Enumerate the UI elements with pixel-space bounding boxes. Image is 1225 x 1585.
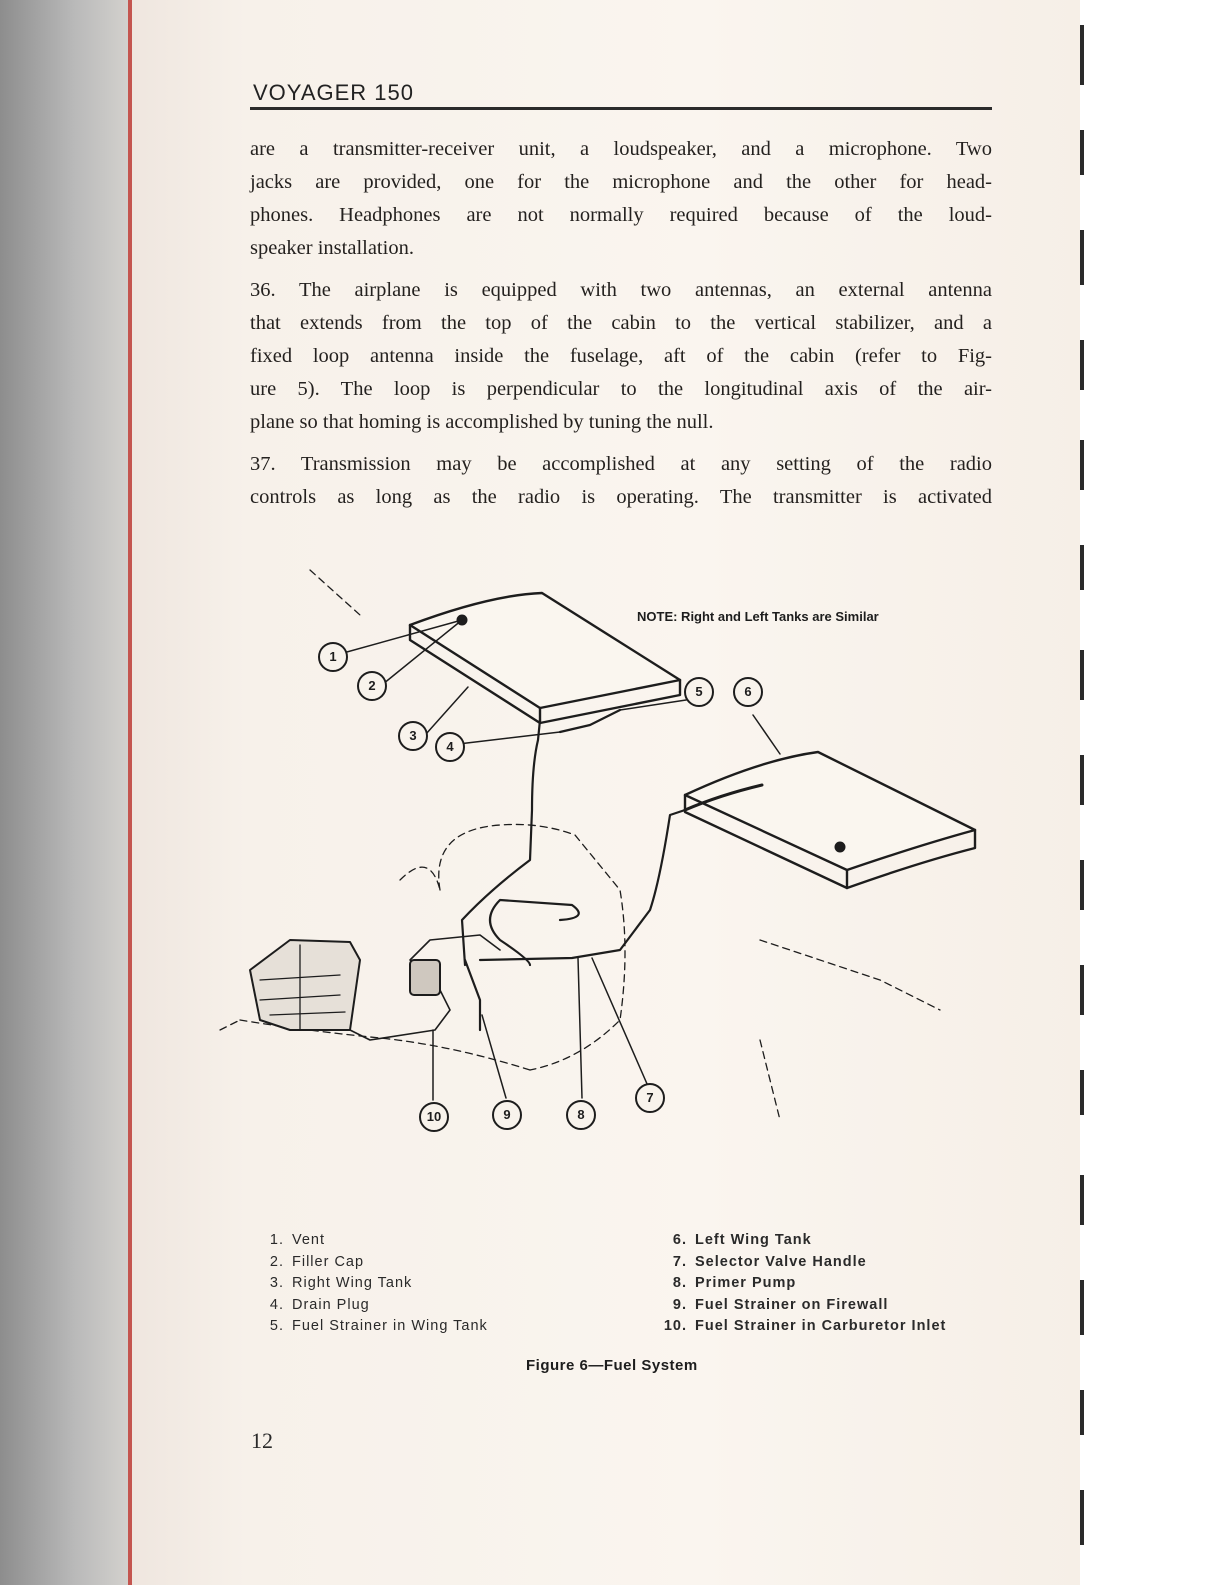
page-shadow — [0, 0, 135, 1585]
fuel-system-figure — [200, 560, 1000, 1150]
fuel-lines — [462, 710, 685, 1030]
callout-9: 9 — [492, 1100, 522, 1130]
text-line: controls as long as the radio is operating. The transmitter is activated — [250, 486, 992, 508]
legend-left — [260, 1230, 488, 1338]
text-line: jacks are provided, one for the microphone and the other for head- — [250, 171, 992, 193]
header-rule — [250, 107, 992, 110]
paragraph-36 — [250, 274, 992, 439]
callout-3: 3 — [398, 721, 428, 751]
text-line: ure 5). The loop is perpendicular to the longitudinal axis of the air- — [250, 378, 992, 400]
callout-2: 2 — [357, 671, 387, 701]
running-header: VOYAGER 150 — [253, 80, 414, 105]
engine — [250, 935, 500, 1040]
binding-mark — [1080, 1390, 1084, 1435]
paragraph-radio-equipment — [250, 133, 992, 265]
text-line: are a transmitter-receiver unit, a loudspeaker, and a microphone. Two — [250, 138, 992, 160]
legend-right — [663, 1230, 946, 1338]
page-number: 12 — [251, 1428, 273, 1453]
binding-mark — [1080, 1070, 1084, 1115]
legend-item: 8. Primer Pump — [672, 1275, 797, 1291]
text-line: 37. Transmission may be accomplished at any setting of the radio — [250, 453, 992, 475]
text-line: 36. The airplane is equipped with two antennas, an external antenna — [250, 279, 992, 301]
binding-mark — [1080, 545, 1084, 590]
callout-10: 10 — [419, 1102, 449, 1132]
figure-caption: Figure 6—Fuel System — [526, 1357, 698, 1374]
binding-mark — [1080, 25, 1084, 85]
left-wing-tank — [685, 752, 975, 888]
right-margin — [1080, 0, 1225, 1585]
legend-item: 9. Fuel Strainer on Firewall — [672, 1296, 889, 1313]
legend-item: 2. Filler Cap — [269, 1253, 365, 1270]
binding-mark — [1080, 860, 1084, 910]
binding-mark — [1080, 230, 1084, 285]
binding-mark — [1080, 1280, 1084, 1335]
binding-mark — [1080, 965, 1084, 1015]
binding-mark — [1080, 340, 1084, 390]
figure-note: NOTE: Right and Left Tanks are Similar — [637, 609, 879, 624]
callout-7: 7 — [635, 1083, 665, 1113]
text-line: that extends from the top of the cabin to the vertical stabilizer, and a — [250, 312, 992, 334]
binding-mark — [1080, 1175, 1084, 1225]
binding-mark — [1080, 755, 1084, 805]
legend-item: 10. Fuel Strainer in Carburetor Inlet — [663, 1318, 947, 1334]
callout-1: 1 — [318, 642, 348, 672]
binding-mark — [1080, 130, 1084, 175]
binding-mark — [1080, 1490, 1084, 1545]
text-line: speaker installation. — [250, 237, 414, 259]
callout-8: 8 — [566, 1100, 596, 1130]
callout-6: 6 — [733, 677, 763, 707]
binding-mark — [1080, 650, 1084, 700]
text-line: plane so that homing is accomplished by tuning the null. — [250, 411, 714, 433]
text-line: fixed loop antenna inside the fuselage, aft of the cabin (refer to Fig- — [250, 345, 992, 367]
legend-item: 4. Drain Plug — [269, 1296, 370, 1313]
text-line: phones. Headphones are not normally required because of the loud- — [250, 204, 992, 226]
legend-item: 5. Fuel Strainer in Wing Tank — [269, 1318, 488, 1334]
legend-item: 6. Left Wing Tank — [672, 1232, 812, 1248]
legend-item: 1. Vent — [269, 1232, 326, 1248]
binding-mark — [1080, 440, 1084, 490]
legend-item: 3. Right Wing Tank — [269, 1275, 413, 1291]
callout-5: 5 — [684, 677, 714, 707]
paragraph-37 — [250, 448, 992, 514]
legend-item: 7. Selector Valve Handle — [672, 1253, 867, 1270]
callout-4: 4 — [435, 732, 465, 762]
